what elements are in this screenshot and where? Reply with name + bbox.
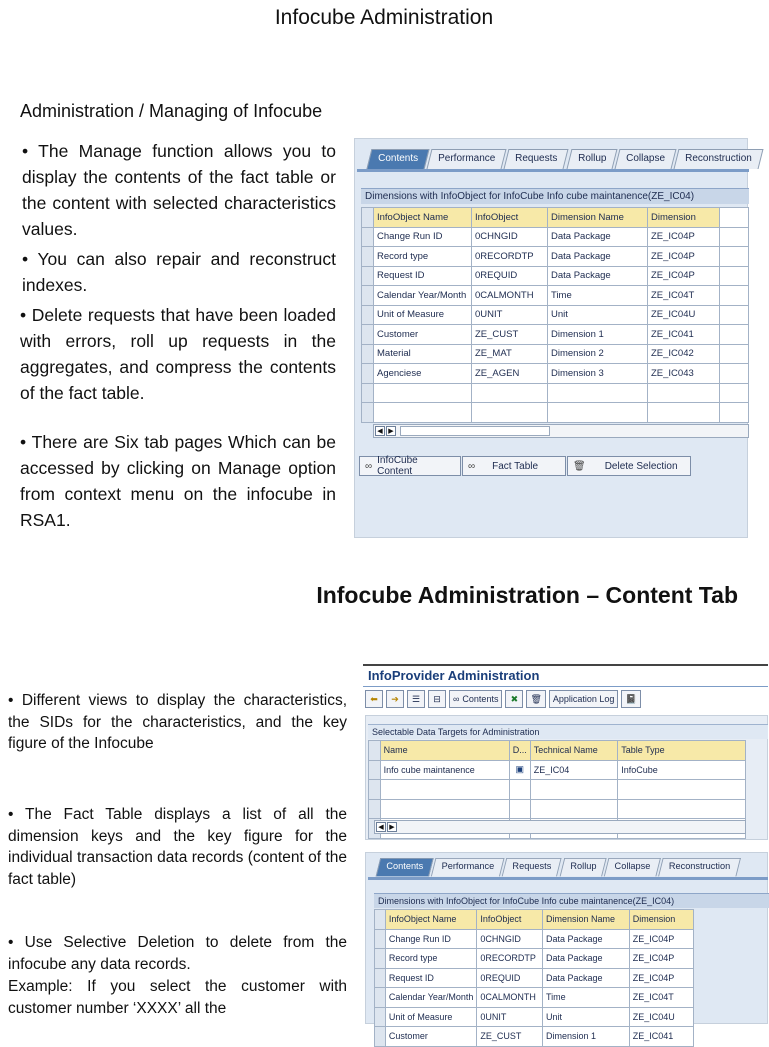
table-row[interactable] <box>369 780 746 800</box>
col-technical-name[interactable]: Technical Name <box>530 741 618 761</box>
table-row[interactable]: Change Run ID 0CHNGID Data Package ZE_IC04P <box>375 929 694 949</box>
slide-title: Infocube Administration <box>274 6 494 29</box>
col-infoobject-name[interactable]: InfoObject Name <box>385 910 477 930</box>
log-icon[interactable]: 📓 <box>621 690 640 708</box>
bullet-fact-table: • The Fact Table displays a list of all the dimension keys and the key figure for the individual transaction data records (content of the fact table) <box>8 806 347 888</box>
table-row[interactable]: Change Run ID 0CHNGID Data Package ZE_IC04P <box>362 227 749 247</box>
scroll-left-icon[interactable]: ◀ <box>375 426 385 436</box>
table-row[interactable]: Request ID 0REQUID Data Package ZE_IC04P <box>375 968 694 988</box>
col-infoobject[interactable]: InfoObject <box>472 208 548 228</box>
hierarchy-icon[interactable]: ⊟ <box>428 690 446 708</box>
table-row[interactable]: Customer ZE_CUST Dimension 1 ZE_IC041 <box>362 325 749 345</box>
section-subheading: Administration / Managing of Infocube <box>20 101 323 121</box>
tab-performance[interactable]: Performance <box>431 858 505 876</box>
data-targets-section <box>365 715 768 840</box>
col-infoobject-name[interactable]: InfoObject Name <box>374 208 472 228</box>
bullet-six-tabs: • There are Six tab pages Which can be accessed by clicking on Manage option from context menu on the infocube in RSA1. <box>20 432 336 530</box>
infoprovider-admin-title: InfoProvider Administration <box>368 668 540 683</box>
data-targets-title: Selectable Data Targets for Administration <box>368 724 768 739</box>
col-table-type[interactable]: Table Type <box>618 741 746 761</box>
table-row[interactable]: Request ID 0REQUID Data Package ZE_IC04P <box>362 266 749 286</box>
col-dimension[interactable]: Dimension <box>648 208 720 228</box>
fact-table-button[interactable]: ∞ Fact Table <box>462 456 566 476</box>
infocube-content-button[interactable]: ∞ InfoCube Content <box>359 456 461 476</box>
scroll-thumb[interactable] <box>400 426 550 436</box>
table-row[interactable]: Unit of Measure 0UNIT Unit ZE_IC04U <box>375 1007 694 1027</box>
glasses-icon: ∞ <box>453 694 460 704</box>
table-row[interactable] <box>369 799 746 819</box>
delete-selection-button[interactable]: 🗑 Delete Selection <box>567 456 691 476</box>
back-icon[interactable]: ⬅ <box>365 690 383 708</box>
content-buttons <box>359 456 692 476</box>
tab-collapse[interactable]: Collapse <box>614 149 676 169</box>
bullet-delete-requests: • Delete requests that have been loaded with errors, roll up requests in the aggregates, and compress the contents of the fact table. <box>20 305 336 403</box>
table-row[interactable]: Info cube maintanence ▣ ZE_IC04 InfoCube <box>369 760 746 780</box>
bullet-manage-function: • The Manage function allows you to display the contents of the fact table or the content with selected characteristics values. <box>22 141 336 239</box>
scroll-left-icon[interactable]: ◀ <box>376 822 386 832</box>
col-dimension-name[interactable]: Dimension Name <box>543 910 630 930</box>
glasses-icon: ∞ <box>468 460 476 472</box>
example-text: Example: If you select the customer with customer number ‘XXXX’ all the <box>8 978 347 1017</box>
tab-reconstruction[interactable]: Reconstruction <box>673 149 763 169</box>
excel-icon[interactable]: ✖ <box>505 690 523 708</box>
table-row[interactable]: Unit of Measure 0UNIT Unit ZE_IC04U <box>362 305 749 325</box>
table-row[interactable]: Record type 0RECORDTP Data Package ZE_IC04P <box>375 949 694 969</box>
application-log-button[interactable]: Application Log <box>549 690 619 708</box>
contents-button[interactable]: ∞ Contents <box>449 690 502 708</box>
tab-performance[interactable]: Performance <box>427 149 507 169</box>
tab-requests[interactable]: Requests <box>502 858 562 876</box>
table-row[interactable]: Calendar Year/Month 0CALMONTH Time ZE_IC04T <box>362 286 749 306</box>
tab-rollup[interactable]: Rollup <box>566 149 617 169</box>
dimensions-grid-title: Dimensions with InfoObject for InfoCube Info cube maintanence(ZE_IC04) <box>361 188 749 204</box>
tab-contents[interactable]: Contents <box>367 149 430 169</box>
col-name[interactable]: Name <box>380 741 509 761</box>
manage-infocube-panel <box>354 138 752 538</box>
table-row[interactable]: Material ZE_MAT Dimension 2 ZE_IC042 <box>362 344 749 364</box>
targets-scrollbar[interactable] <box>374 820 746 834</box>
tab-rollup[interactable]: Rollup <box>559 858 606 876</box>
col-infoobject[interactable]: InfoObject <box>477 910 543 930</box>
table-row[interactable]: Customer ZE_CUST Dimension 1 ZE_IC041 <box>375 1027 694 1047</box>
tab-reconstruction[interactable]: Reconstruction <box>658 858 741 876</box>
scroll-right-icon[interactable]: ▶ <box>387 822 397 832</box>
bullet-different-views: • Different views to display the characteristics, the SIDs for the characteristics, and the key figure of the Infocube <box>8 692 347 752</box>
table-row[interactable]: Record type 0RECORDTP Data Package ZE_IC04P <box>362 247 749 267</box>
col-d[interactable]: D... <box>509 741 530 761</box>
trash-icon: 🗑 <box>573 460 586 472</box>
bullet-selective-deletion: • Use Selective Deletion to delete from the infocube any data records. <box>8 934 347 973</box>
tab-collapse[interactable]: Collapse <box>604 858 661 876</box>
scroll-right-icon[interactable]: ▶ <box>386 426 396 436</box>
tab-contents[interactable]: Contents <box>376 858 434 876</box>
dimensions-grid <box>361 207 749 423</box>
content-tab-panel <box>365 852 768 1042</box>
ipa-toolbar <box>365 690 644 708</box>
row-selector[interactable] <box>362 208 374 228</box>
table-row[interactable] <box>362 403 749 423</box>
dimensions-grid-title: Dimensions with InfoObject for InfoCube Info cube maintanence(ZE_IC04) <box>374 893 769 908</box>
col-dimension[interactable]: Dimension <box>629 910 693 930</box>
tab-band <box>357 169 749 172</box>
dimensions-grid-2 <box>374 909 694 1047</box>
admin-tabs-2 <box>378 858 740 876</box>
horizontal-scrollbar[interactable] <box>373 424 749 438</box>
col-dimension-name[interactable]: Dimension Name <box>548 208 648 228</box>
admin-tabs <box>369 149 763 169</box>
table-row[interactable]: Calendar Year/Month 0CALMONTH Time ZE_IC04T <box>375 988 694 1008</box>
bullet-repair-indexes: • You can also repair and reconstruct indexes. <box>22 249 336 295</box>
table-row[interactable]: Agenciese ZE_AGEN Dimension 3 ZE_IC043 <box>362 364 749 384</box>
table-row[interactable] <box>362 383 749 403</box>
list-icon[interactable]: ☰ <box>407 690 425 708</box>
forward-icon[interactable]: ➔ <box>386 690 404 708</box>
glasses-icon: ∞ <box>365 460 373 472</box>
content-tab-title: Infocube Administration – Content Tab <box>316 582 738 608</box>
tab-requests[interactable]: Requests <box>504 149 569 169</box>
trash-icon[interactable]: 🗑 <box>526 690 545 708</box>
cube-icon: ▣ <box>509 760 530 780</box>
